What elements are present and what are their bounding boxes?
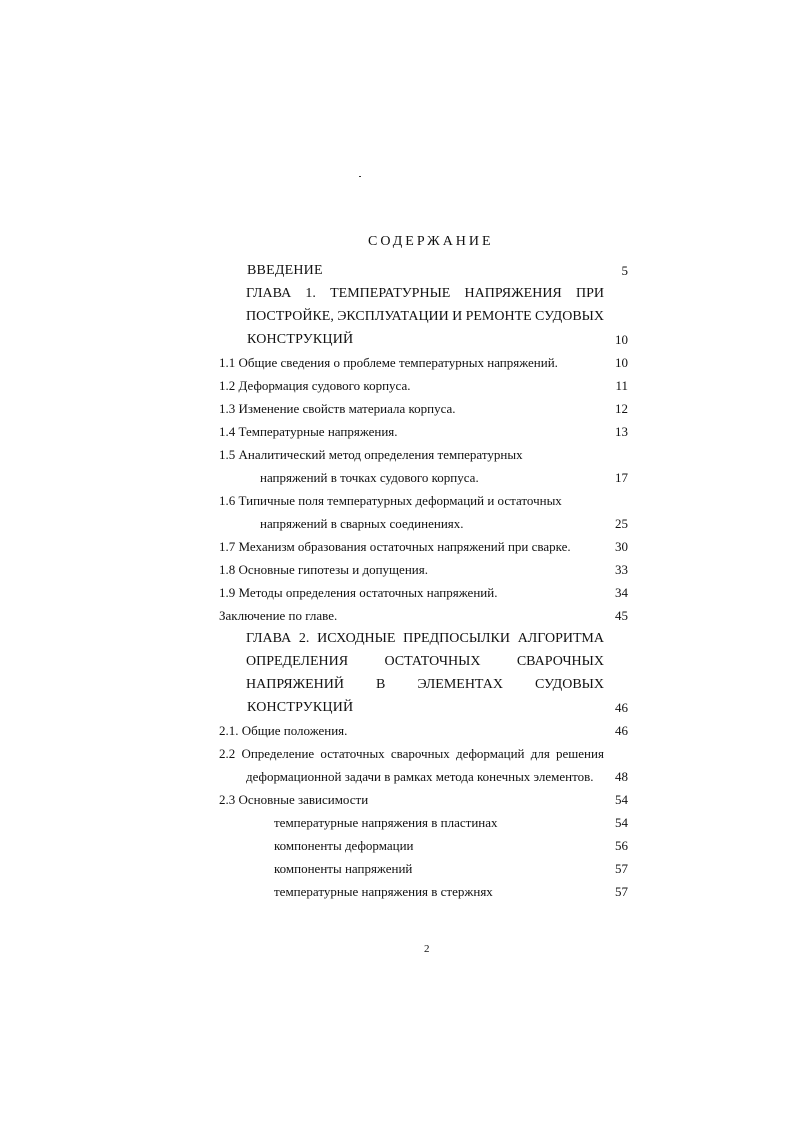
word: деформаций (455, 746, 525, 761)
toc-ch1-line3: КОНСТРУКЦИЙ (247, 332, 354, 347)
word: остаточных (320, 746, 385, 761)
scan-speck (359, 176, 361, 177)
word: ПРЕДПОСЫЛКИ (403, 631, 510, 646)
toc-ch2-line2 (246, 654, 604, 670)
toc-s1-5-line1: 1.5 Аналитический метод определения температурных (219, 447, 523, 462)
word: ПОСТРОЙКЕ, (246, 309, 334, 324)
toc-s2-2-line2: деформационной задачи в рамках метода конечных элементов. (246, 769, 594, 784)
toc-ch2-line4: КОНСТРУКЦИЙ (247, 700, 354, 715)
toc-s2-1-page: 46 (615, 723, 628, 738)
word: НАПРЯЖЕНИЯ (464, 286, 562, 301)
toc-sub-plates-label: температурные напряжения в пластинах (274, 815, 498, 830)
word: ОПРЕДЕЛЕНИЯ (246, 654, 349, 669)
toc-intro-label: ВВЕДЕНИЕ (247, 263, 323, 278)
word: ПРИ (575, 286, 604, 301)
word: СУДОВЫХ (535, 309, 604, 324)
toc-ch1-page: 10 (615, 332, 628, 347)
toc-sub-strain-label: компоненты деформации (274, 838, 414, 853)
word: РЕМОНТЕ (465, 309, 532, 324)
word: решения (556, 746, 604, 761)
toc-s2-1-label: 2.1. Общие положения. (219, 723, 348, 738)
toc-ch2-line1 (246, 631, 604, 647)
word: 2. (298, 631, 310, 646)
toc-s1-9-page: 34 (615, 585, 628, 600)
toc-s1-4-label: 1.4 Температурные напряжения. (219, 424, 398, 439)
toc-s1-7-label: 1.7 Механизм образования остаточных напряжений при сварке. (219, 539, 571, 554)
word: 1. (305, 286, 316, 301)
toc-s1-4-page: 13 (615, 424, 628, 439)
word: ЭЛЕМЕНТАХ (417, 677, 503, 692)
word: АЛГОРИТМА (517, 631, 604, 646)
toc-s2-2-page: 48 (615, 769, 628, 784)
toc-s1-6-line1: 1.6 Типичные поля температурных деформаций и остаточных (219, 493, 562, 508)
toc-s2-2-line1 (219, 746, 604, 762)
toc-conclusion-page: 45 (615, 608, 628, 623)
toc-s1-6-page: 25 (615, 516, 628, 531)
word: И (452, 309, 463, 324)
word: ГЛАВА (246, 631, 292, 646)
toc-s1-2-label: 1.2 Деформация судового корпуса. (219, 378, 411, 393)
toc-s1-2-page: 11 (615, 378, 628, 393)
word: Определение (241, 746, 315, 761)
word: НАПРЯЖЕНИЙ (246, 677, 344, 692)
toc-s1-1-label: 1.1 Общие сведения о проблеме температурных напряжений. (219, 355, 558, 370)
toc-s1-7-page: 30 (615, 539, 628, 554)
toc-ch1-line2 (246, 309, 604, 325)
word: 2.2 (219, 746, 236, 761)
word: СВАРОЧНЫХ (516, 654, 604, 669)
toc-heading: СОДЕРЖАНИЕ (368, 234, 494, 249)
toc-sub-stress-page: 57 (615, 861, 628, 876)
toc-sub-rods-page: 57 (615, 884, 628, 899)
word: сварочных (390, 746, 450, 761)
toc-sub-stress-label: компоненты напряжений (274, 861, 413, 876)
toc-sub-strain-page: 56 (615, 838, 628, 853)
toc-s1-1-page: 10 (615, 355, 628, 370)
word: ОСТАТОЧНЫХ (384, 654, 481, 669)
toc-sub-rods-label: температурные напряжения в стержнях (274, 884, 493, 899)
word: ИСХОДНЫЕ (317, 631, 396, 646)
word: ЭКСПЛУАТАЦИИ (337, 309, 449, 324)
toc-s2-3-page: 54 (615, 792, 628, 807)
toc-s1-8-page: 33 (615, 562, 628, 577)
word: ТЕМПЕРАТУРНЫЕ (330, 286, 451, 301)
toc-s1-3-page: 12 (615, 401, 628, 416)
toc-s1-5-line2: напряжений в точках судового корпуса. (260, 470, 479, 485)
toc-intro-page: 5 (621, 263, 628, 278)
toc-s1-5-page: 17 (615, 470, 628, 485)
word: В (376, 677, 386, 692)
toc-ch2-line3 (246, 677, 604, 693)
toc-sub-plates-page: 54 (615, 815, 628, 830)
toc-s1-6-line2: напряжений в сварных соединениях. (260, 516, 464, 531)
toc-s2-3-label: 2.3 Основные зависимости (219, 792, 369, 807)
toc-s1-3-label: 1.3 Изменение свойств материала корпуса. (219, 401, 456, 416)
toc-ch1-line1 (246, 286, 604, 302)
toc-ch2-page: 46 (615, 700, 628, 715)
toc-conclusion-label: Заключение по главе. (219, 608, 338, 623)
word: СУДОВЫХ (535, 677, 604, 692)
word: для (530, 746, 550, 761)
word: ГЛАВА (246, 286, 292, 301)
toc-s1-9-label: 1.9 Методы определения остаточных напряжений. (219, 585, 498, 600)
page-number: 2 (424, 943, 430, 955)
toc-s1-8-label: 1.8 Основные гипотезы и допущения. (219, 562, 428, 577)
